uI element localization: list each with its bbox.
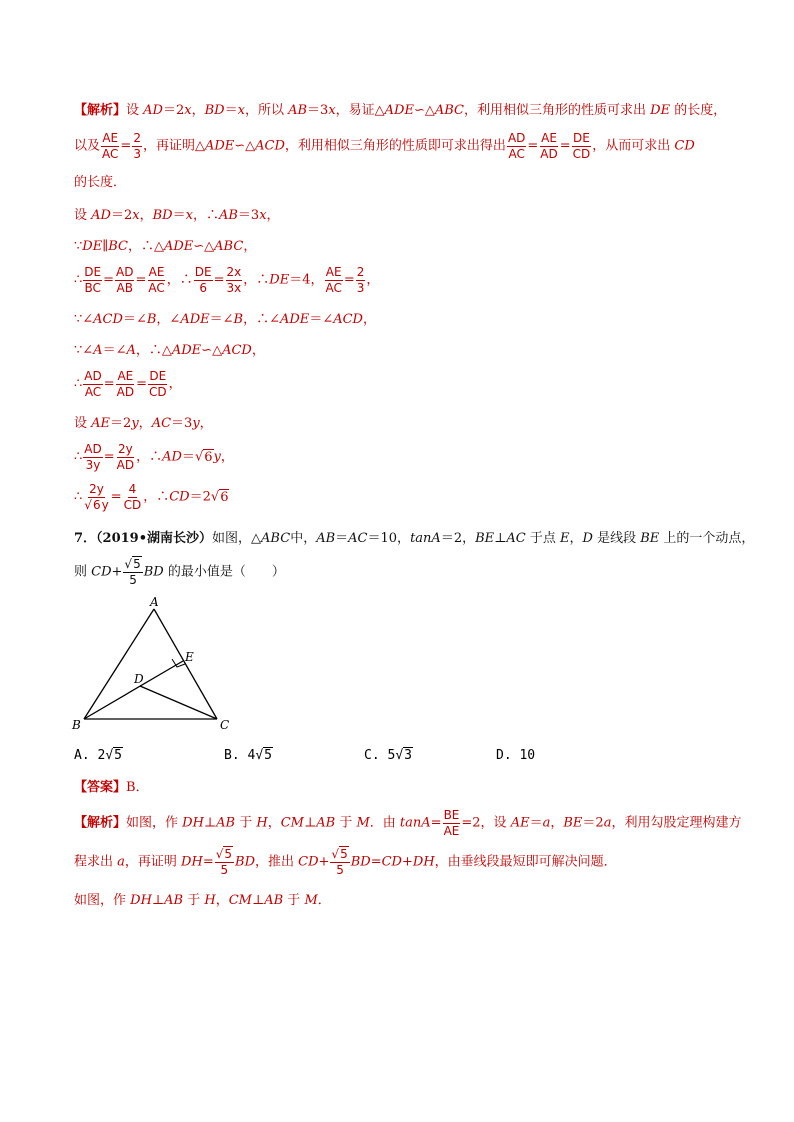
fraction: $\frac{DE}{6}$ [194, 265, 212, 295]
segment-ab [84, 609, 154, 719]
fraction: $\frac{AD}{AC}$ [84, 369, 102, 399]
fraction: $\frac{AE}{AD}$ [116, 369, 135, 399]
solution-step-7: 设 AE＝2y，AC＝3y， [74, 416, 213, 431]
fraction: $\frac{4}{CD}$ [123, 482, 142, 512]
solution-step-3: ∴ $\frac{DE}{BC}$ = $\frac{AD}{AB}$ = $\frac{AE}{AC}$ ，∴ $\frac{DE}{6}$ = $\frac{2x}{3x}$ ，∴DE＝4， $\frac{AE}{AC}$ = $\frac{2}{3}$ ， [74, 265, 380, 295]
fraction: $\frac{BE}{AE}$ [443, 808, 460, 838]
option-b[interactable]: B. 4√5 [224, 748, 272, 763]
fraction: $\frac{DE}{CD}$ [149, 369, 167, 399]
prev-analysis-line-3: 的长度． [74, 175, 127, 190]
fraction: $\frac{AD}{3y}$ [84, 442, 102, 472]
fraction: $\frac{AE}{AC}$ [148, 265, 165, 295]
label-d: D [134, 672, 144, 686]
option-c[interactable]: C. 5√3 [364, 748, 412, 763]
solution-step-8: ∴ $\frac{AD}{3y}$ = $\frac{2y}{AD}$ ，∴AD＝√6y， [74, 442, 234, 472]
fraction: $\frac{2}{3}$ [356, 265, 365, 295]
label-c: C [220, 718, 230, 732]
fraction: $\frac{AE}{AC}$ [325, 265, 342, 295]
segment-dc [140, 686, 217, 719]
solution-step-1: 设 AD＝2x，BD＝x，∴AB＝3x， [74, 208, 280, 223]
fraction: $\frac{2y}{√6y}$ [84, 482, 109, 512]
fraction: $\frac{√5}{5}$ [124, 557, 141, 587]
fraction: $\frac{AE}{AD}$ [540, 131, 558, 161]
question-source: （2019•湖南长沙） [96, 531, 213, 546]
option-a[interactable]: A. 2√5 [74, 748, 122, 763]
analysis-tag: 【解析】 [74, 103, 127, 118]
q7-analysis-line-2: 程求出 a，再证明 DH= $\frac{√5}{5}$ BD，推出 CD+ $\frac{√5}{5}$ BD=CD+DH，由垂线段最短即可解决问题． [74, 847, 617, 877]
prev-analysis-line-2: 以及 $\frac{AE}{AC}$ = $\frac{2}{3}$ ，再证明△ADE∽△ACD，利用相似三角形的性质即可求出得出 $\frac{AD}{AC}$ = $\frac{AE}{AD}$ = $\frac{DE}{CD}$ ，从而可求出 CD [74, 131, 695, 161]
solution-step-2: ∵DE∥BC，∴△ADE∽△ABC， [74, 239, 257, 254]
q7-analysis-line-1: 【解析】如图，作 DH⊥AB 于 H，CM⊥AB 于 M．由 tanA= $\frac{BE}{AE}$ =2，设 AE＝a，BE＝2a，利用勾股定理构建方 [74, 808, 742, 838]
fraction: $\frac{AE}{AC}$ [102, 131, 119, 161]
fraction: $\frac{√5}{5}$ [331, 847, 348, 877]
segment-ac [154, 609, 217, 719]
label-a: A [150, 597, 159, 609]
fraction: $\frac{DE}{BC}$ [84, 265, 102, 295]
prev-analysis-line-1: 【解析】设 AD＝2x，BD＝x，所以 AB＝3x，易证△ADE∽△ABC，利用相似三角形的性质可求出 DE 的长度， [74, 103, 727, 118]
fraction: $\frac{AD}{AB}$ [116, 265, 134, 295]
sqrt: √6 [194, 449, 213, 465]
fraction: $\frac{2y}{AD}$ [116, 442, 135, 472]
question-7-stem-2: 则 CD+ $\frac{√5}{5}$ BD 的最小值是（ ） [74, 557, 285, 587]
fraction: $\frac{√5}{5}$ [215, 847, 233, 877]
fraction: $\frac{2}{3}$ [133, 131, 141, 161]
triangle-figure [70, 597, 245, 734]
sqrt: √6 [210, 489, 229, 505]
option-d[interactable]: D. 10 [496, 748, 536, 763]
solution-step-6: ∴ $\frac{AD}{AC}$ = $\frac{AE}{AD}$ = $\frac{DE}{CD}$ ， [74, 369, 182, 399]
q7-analysis-line-3: 如图，作 DH⊥AB 于 H，CM⊥AB 于 M． [74, 893, 331, 908]
fraction: $\frac{AD}{AC}$ [507, 131, 526, 161]
solution-step-4: ∵∠ACD＝∠B，∠ADE＝∠B，∴∠ADE＝∠ACD， [74, 312, 376, 327]
label-e: E [185, 650, 194, 664]
solution-step-9: ∴ $\frac{2y}{√6y}$ = $\frac{4}{CD}$ ，∴CD＝2√6 [74, 482, 229, 512]
answer-line: 【答案】B． [74, 780, 149, 795]
fraction: $\frac{DE}{CD}$ [572, 131, 591, 161]
label-b: B [72, 718, 81, 732]
solution-step-5: ∵∠A＝∠A，∴△ADE∽△ACD， [74, 343, 265, 358]
answer-value: B． [126, 780, 149, 795]
segment-be [84, 661, 183, 719]
fraction: $\frac{2x}{3x}$ [226, 265, 242, 295]
question-7-stem: 7．（2019•湖南长沙）如图，△ABC中，AB＝AC＝10，tanA＝2，BE⊥AC 于点 E，D 是线段 BE 上的一个动点， [74, 531, 755, 546]
